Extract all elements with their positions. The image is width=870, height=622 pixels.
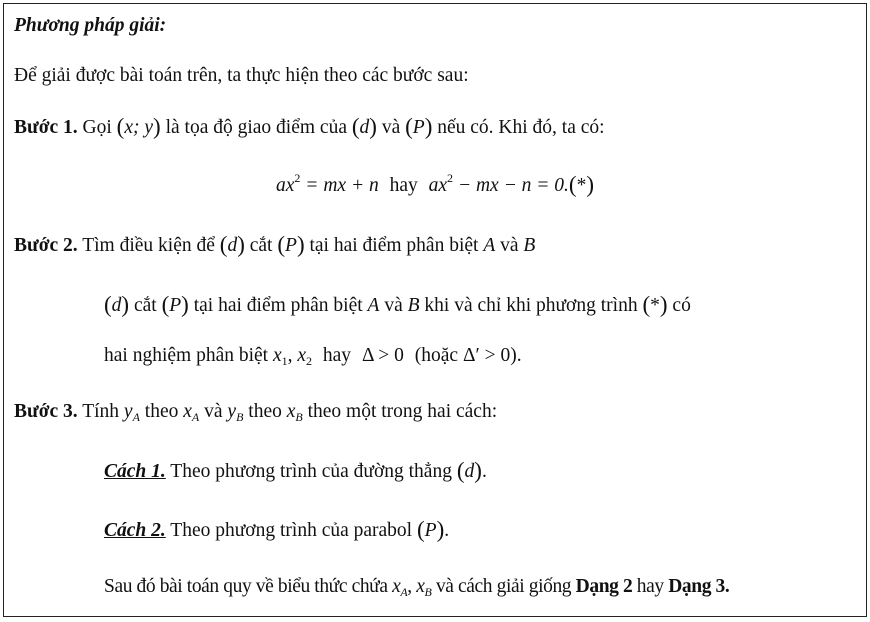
step1-line: Bước 1. Gọi (x; y) là tọa độ giao điểm của (d) và (P) nếu có. Khi đó, ta có: [14, 114, 605, 139]
cond-text-4: có [672, 295, 691, 316]
section-heading: Phương pháp giải: [14, 15, 167, 36]
point-b: B [523, 235, 536, 256]
yb-var: y [227, 401, 237, 422]
root-x1: x [272, 345, 282, 366]
final-xb: x [416, 576, 425, 597]
step3-text-2: theo một trong hai cách: [307, 401, 498, 422]
eq-right-b: − mx − n = 0. [453, 175, 569, 196]
step2-roots-line [104, 344, 522, 368]
method2-line: Cách 2. Theo phương trình của parabol (P). [104, 517, 450, 542]
step1-text-4: nếu có. Khi đó, ta có: [437, 117, 605, 138]
cond-text-1: cắt [133, 295, 157, 316]
method1-d: d [464, 461, 475, 482]
step2-va: và [500, 235, 519, 256]
xb-var: x [286, 401, 296, 422]
final-hay: hay [636, 576, 664, 597]
step3-label: Bước 3. [14, 401, 78, 422]
sub-2: 2 [306, 354, 313, 368]
equation-line: $ax^2$ = mx + n hay $ax^2$ − mx − n = 0.(*) [276, 171, 594, 197]
step1-label: Bước 1. [14, 117, 78, 138]
eq-star: * [576, 175, 587, 196]
delta-condition: Δ > 0 [361, 345, 404, 366]
step1-text-1: Gọi [82, 117, 112, 138]
step2-d: d [227, 235, 238, 256]
method1-label: Cách 1. [104, 461, 166, 482]
theo-1: theo [144, 401, 179, 422]
theo-2: theo [248, 401, 282, 422]
intro-text: Để giải được bài toán trên, ta thực hiện theo các bước sau: [14, 65, 469, 86]
cond-a: A [367, 295, 380, 316]
step3-va: và [204, 401, 223, 422]
parabola-p: P [412, 117, 425, 138]
step3-line [14, 400, 497, 424]
final-line [104, 575, 729, 599]
final-dot: . [724, 576, 730, 597]
cond-star: * [650, 295, 660, 316]
point-a: A [483, 235, 496, 256]
method1-line: Cách 1. Theo phương trình của đường thẳng (d). [104, 458, 487, 483]
dang2-label: Dạng 2 [575, 576, 633, 597]
roots-text: hai nghiệm phân biệt [104, 345, 269, 366]
ya-sub: A [132, 410, 140, 424]
cond-b: B [407, 295, 420, 316]
eq-right-a: ax [428, 175, 448, 196]
step2-text-2: cắt [249, 235, 273, 256]
step2-p: P [285, 235, 297, 256]
step3-text-1: Tính [82, 401, 120, 422]
roots-comma: , [287, 345, 293, 366]
xb-sub: B [295, 410, 303, 424]
step2-line: Bước 2. Tìm điều kiện để (d) cắt (P) tại hai điểm phân biệt A và B [14, 232, 536, 257]
step2-text-1: Tìm điều kiện để [82, 235, 215, 256]
final-xa: x [392, 576, 401, 597]
final-xa-sub: A [400, 585, 408, 599]
cond-va: và [384, 295, 403, 316]
step2-text-3: tại hai điểm phân biệt [309, 235, 479, 256]
method2-label: Cách 2. [104, 520, 166, 541]
roots-hay: hay [322, 345, 352, 366]
eq-exp-1: 2 [294, 171, 301, 185]
root-x2: x [297, 345, 307, 366]
sub-1: 1 [281, 354, 288, 368]
cond-text-3: khi và chỉ khi phương trình [424, 295, 638, 316]
xa-var: x [183, 401, 192, 422]
xa-sub: A [191, 410, 200, 424]
method2-dot: . [444, 520, 450, 541]
eq-exp-2: 2 [447, 171, 454, 185]
cond-d: d [111, 295, 122, 316]
final-text-1: Sau đó bài toán quy về biểu thức chứa [104, 576, 388, 597]
eq-left: ax [276, 175, 295, 196]
eq-hay: hay [389, 175, 418, 196]
point-xy: x; y [124, 117, 154, 138]
cond-p: P [169, 295, 182, 316]
method1-text: Theo phương trình của đường thẳng [170, 461, 452, 482]
step1-text-3: và [381, 117, 401, 138]
final-text-2: và cách giải giống [435, 576, 572, 597]
delta-prime-condition: Δ′ > 0). [462, 345, 522, 366]
yb-sub: B [236, 410, 244, 424]
ya-var: y [123, 401, 133, 422]
method2-text: Theo phương trình của parabol [170, 520, 413, 541]
final-comma: , [407, 576, 412, 597]
step2-label: Bước 2. [14, 235, 78, 256]
method1-dot: . [481, 461, 487, 482]
cond-text-2: tại hai điểm phân biệt [193, 295, 363, 316]
dang3-label: Dạng 3 [668, 576, 725, 597]
method2-p: P [424, 520, 437, 541]
final-xb-sub: B [424, 585, 432, 599]
step2-condition-line: (d) cắt (P) tại hai điểm phân biệt A và B khi và chỉ khi phương trình (*) có [104, 292, 691, 317]
eq-mid: = mx + n [300, 175, 379, 196]
step1-text-2: là tọa độ giao điểm của [165, 117, 347, 138]
hoac-text: (hoặc [414, 345, 459, 366]
line-d: d [359, 117, 370, 138]
